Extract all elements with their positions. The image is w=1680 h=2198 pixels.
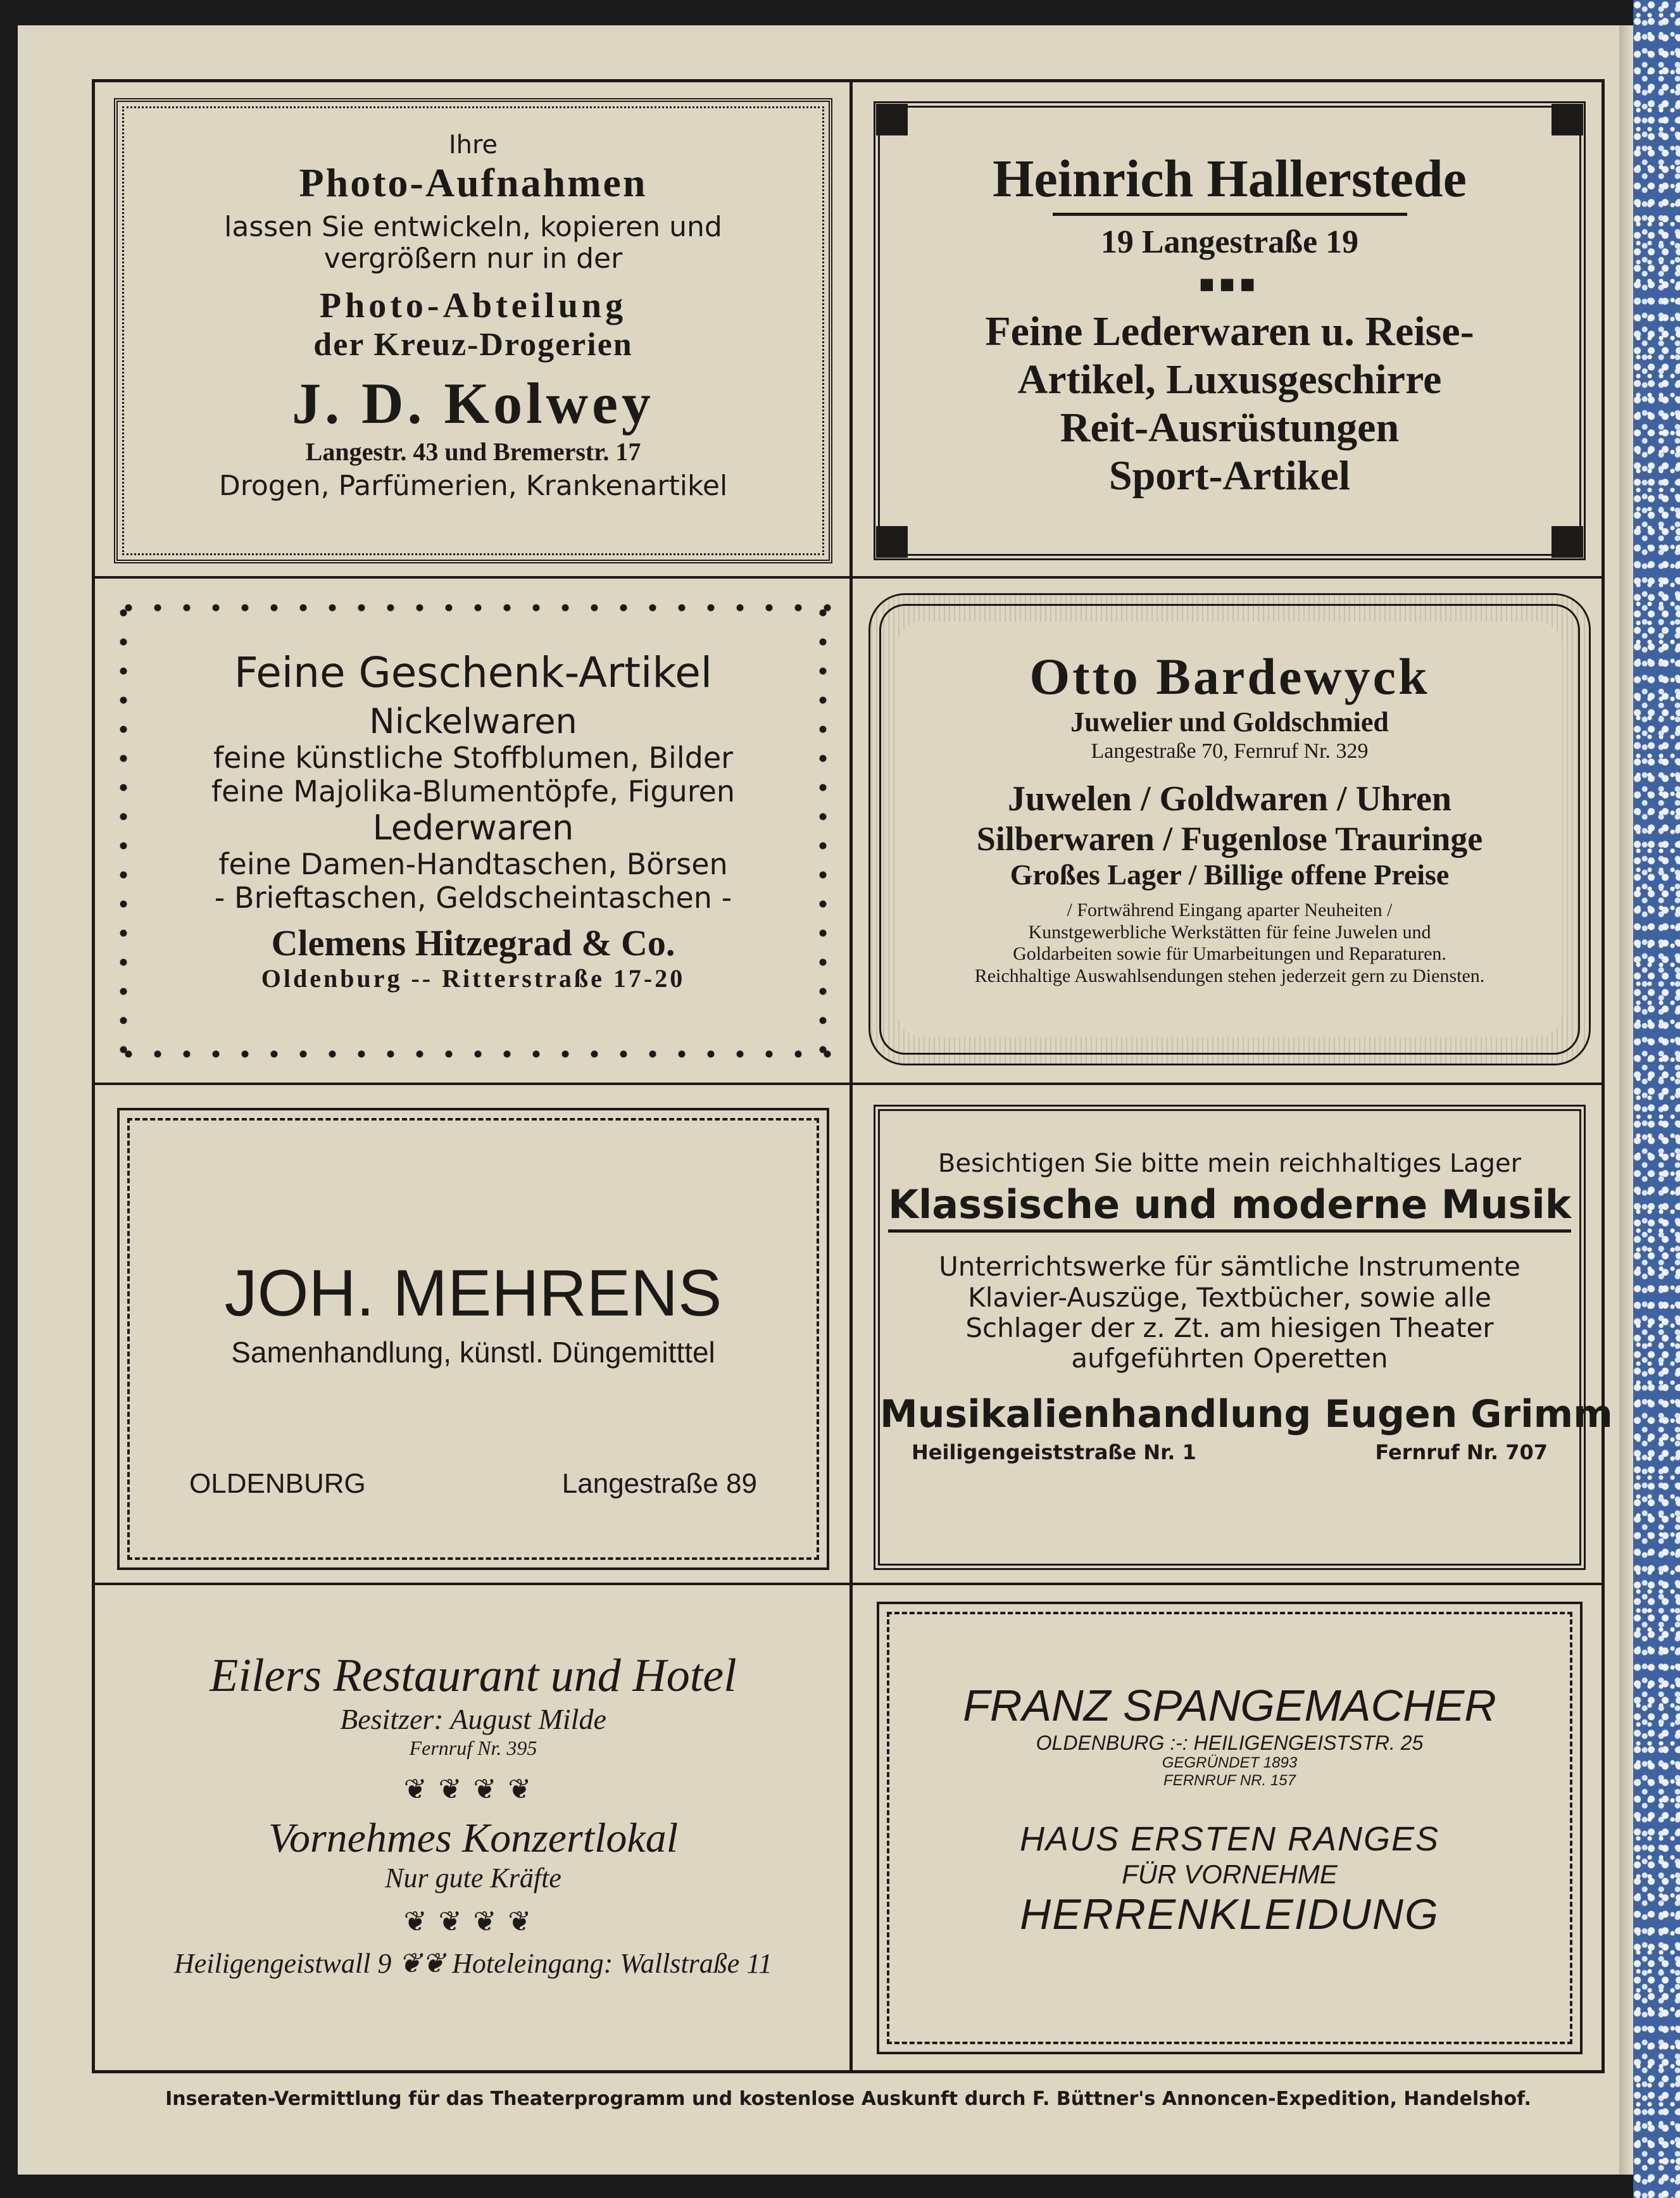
corner-square (1551, 526, 1583, 558)
footer-text: Inseraten-Vermittlung für das Theaterprogramm und kostenlose Auskunft durch F. Büttner's Annoncen-Expedition, Handelshof. (165, 2088, 1531, 2110)
ad-grimm-headline: Klassische und moderne Musik (888, 1182, 1571, 1233)
ad-spangemacher-phone: FERNRUF NR. 157 (1163, 1771, 1296, 1789)
column-divider (849, 82, 853, 2070)
footer (92, 2088, 1605, 2110)
ad-grimm-name: Musikalienhandlung Eugen Grimm (880, 1392, 1613, 1437)
ad-hitzegrad (114, 598, 832, 1064)
corner-square (876, 526, 908, 558)
ad-spangemacher (877, 1602, 1583, 2054)
ad-bardewyck-name: Otto Bardewyck (1029, 648, 1430, 705)
ad-hitzegrad-text-4: Lederwaren (372, 807, 574, 848)
ad-bardewyck-text-7: Reichhaltige Auswahlsendungen stehen jederzeit gern zu Diensten. (974, 965, 1485, 986)
ad-hallerstede-address: 19 Langestraße 19 (1100, 223, 1359, 260)
ad-hitzegrad-text-1: Nickelwaren (369, 701, 577, 741)
ad-mehrens-name: JOH. MEHRENS (224, 1257, 722, 1330)
ad-kolwey-goods: Drogen, Parfümerien, Krankenartikel (218, 469, 728, 502)
ad-bardewyck (870, 595, 1589, 1064)
corner-square (876, 104, 908, 135)
ad-grimm-text-3: Schlager der z. Zt. am hiesigen Theater (965, 1312, 1494, 1343)
ad-hallerstede-underline (1053, 213, 1407, 216)
page-edge (1619, 25, 1633, 2175)
ad-hallerstede-ornament: ■■■ (1199, 270, 1260, 299)
ad-mehrens (117, 1108, 829, 1570)
ad-kolwey-dept-1: Photo-Abteilung (319, 286, 627, 325)
ad-bardewyck-text-5: Kunstgewerbliche Werkstätten für feine Juwelen und (1028, 921, 1431, 943)
advertisement-grid (92, 79, 1613, 2073)
ad-kolwey-intro: Ihre (448, 130, 498, 160)
ad-grimm-address: Heiligengeiststraße Nr. 1 (912, 1440, 1196, 1465)
border-dots-left (114, 598, 133, 1064)
ad-spangemacher-founded: GEGRÜNDET 1893 (1162, 1754, 1298, 1772)
ad-kolwey (114, 98, 832, 563)
ad-hallerstede-text-4: Sport-Artikel (1108, 453, 1351, 499)
ad-grimm-phone: Fernruf Nr. 707 (1375, 1440, 1548, 1465)
ad-hitzegrad-text-2: feine künstliche Stoffblumen, Bilder (213, 740, 734, 775)
ad-grimm (874, 1105, 1613, 1570)
ad-kolwey-dept-2: der Kreuz-Drogerien (313, 327, 633, 363)
ad-hitzegrad-headline: Feine Geschenk-Artikel (234, 648, 713, 697)
marbled-cover-edge (1633, 0, 1680, 2198)
row-divider-3 (95, 1583, 1602, 1585)
ad-hallerstede-text-3: Reit-Ausrüstungen (1060, 405, 1400, 451)
corner-square (1551, 104, 1583, 135)
ad-bardewyck-text-2: Silberwaren / Fugenlose Trauringe (976, 820, 1483, 858)
ad-kolwey-text-1: lassen Sie entwickeln, kopieren und (224, 210, 722, 243)
ad-kolwey-address: Langestr. 43 und Bremerstr. 17 (305, 437, 641, 466)
ad-mehrens-trade: Samenhandlung, künstl. Düngemitttel (231, 1335, 715, 1369)
border-dots-right (813, 598, 832, 1064)
ad-eilers-phone: Fernruf Nr. 395 (409, 1736, 537, 1759)
ad-hitzegrad-text-5: feine Damen-Handtaschen, Börsen (218, 846, 728, 881)
border-dots-bottom (114, 1045, 832, 1064)
ad-grimm-text-4: aufgeführten Operetten (1071, 1343, 1388, 1374)
ad-grimm-text-1: Unterrichtswerke für sämtliche Instrumente (939, 1251, 1520, 1283)
ad-grimm-text-2: Klavier-Auszüge, Textbücher, sowie alle (968, 1281, 1491, 1313)
border-dots-top (114, 598, 832, 617)
ad-spangemacher-address: OLDENBURG :-: HEILIGENGEISTSTR. 25 (1036, 1731, 1424, 1754)
ad-mehrens-city: OLDENBURG (189, 1468, 366, 1499)
ad-hallerstede (874, 101, 1586, 560)
ad-bardewyck-text-4: / Fortwährend Eingang aparter Neuheiten / (1067, 900, 1393, 921)
ad-eilers-address: Heiligengeistwall 9 ❦❦ Hoteleingang: Wallstraße 11 (173, 1948, 773, 1980)
ad-bardewyck-text-6: Goldarbeiten sowie für Umarbeitungen und Reparaturen. (1013, 943, 1446, 965)
ad-hitzegrad-name: Clemens Hitzegrad & Co. (271, 922, 675, 964)
ad-hallerstede-text-2: Artikel, Luxusgeschirre (1017, 356, 1442, 403)
ad-bardewyck-inner (897, 622, 1562, 1037)
ad-bardewyck-trade: Juwelier und Goldschmied (1070, 706, 1389, 738)
ad-hitzegrad-text-6: - Brieftaschen, Geldscheintaschen - (214, 880, 732, 915)
ad-mehrens-footer (189, 1468, 757, 1500)
ad-bardewyck-address: Langestraße 70, Fernruf Nr. 329 (1091, 739, 1369, 763)
ad-spangemacher-text-1: HAUS ERSTEN RANGES (1019, 1820, 1440, 1859)
ad-kolwey-name: J. D. Kolwey (292, 370, 655, 436)
ad-eilers-name: Eilers Restaurant und Hotel (210, 1650, 737, 1702)
ad-eilers (114, 1614, 832, 2057)
row-divider-2 (95, 1083, 1602, 1085)
ad-eilers-ornament-2: ❦❦❦❦ (403, 1906, 543, 1937)
ad-eilers-text-2: Nur gute Kräfte (385, 1862, 561, 1894)
ad-bardewyck-text-1: Juwelen / Goldwaren / Uhren (1007, 779, 1452, 819)
ad-grimm-intro: Besichtigen Sie bitte mein reichhaltiges Lager (937, 1149, 1522, 1178)
row-divider-1 (95, 576, 1602, 579)
ad-kolwey-text-2: vergrößern nur in der (323, 242, 623, 275)
ad-bardewyck-text-3: Großes Lager / Billige offene Preise (1010, 858, 1450, 891)
ad-spangemacher-name: FRANZ SPANGEMACHER (963, 1681, 1496, 1730)
ad-eilers-owner: Besitzer: August Milde (340, 1703, 606, 1736)
ad-hallerstede-name: Heinrich Hallerstede (993, 149, 1467, 208)
ad-hitzegrad-text-3: feine Majolika-Blumentöpfe, Figuren (211, 774, 736, 808)
ad-mehrens-address: Langestraße 89 (561, 1468, 757, 1499)
ad-spangemacher-text-2: FÜR VORNEHME (1122, 1859, 1338, 1889)
ad-grimm-footer (880, 1440, 1579, 1464)
ad-eilers-text-1: Vornehmes Konzertlokal (268, 1815, 679, 1862)
ad-hitzegrad-address: Oldenburg -- Ritterstraße 17-20 (261, 964, 686, 993)
ad-eilers-ornament-1: ❦❦❦❦ (403, 1773, 543, 1805)
ad-hallerstede-text-1: Feine Lederwaren u. Reise- (985, 308, 1474, 355)
ad-kolwey-headline: Photo-Aufnahmen (299, 160, 648, 205)
ad-spangemacher-text-3: HERRENKLEIDUNG (1020, 1890, 1439, 1938)
